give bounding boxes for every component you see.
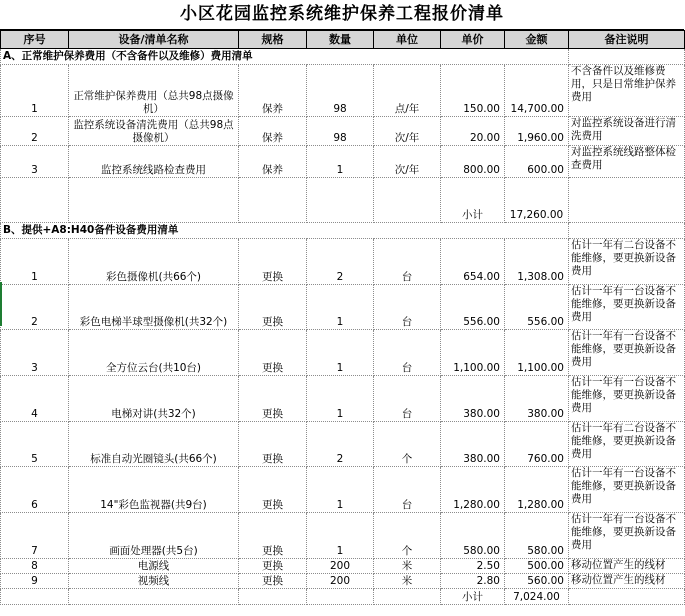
- table-row: [1, 330, 685, 376]
- cell-no[interactable]: 6: [1, 467, 69, 513]
- header-cell[interactable]: 序号: [1, 31, 69, 49]
- table-row: [1, 559, 685, 574]
- cell-spec[interactable]: 保养: [239, 117, 307, 146]
- subtotal-label[interactable]: 小计: [441, 589, 505, 605]
- header-cell[interactable]: 数量: [307, 31, 374, 49]
- header-cell[interactable]: 备注说明: [569, 31, 685, 49]
- cell-amount[interactable]: 1,308.00: [505, 239, 569, 285]
- cell-no[interactable]: 8: [1, 559, 69, 574]
- cell-qty[interactable]: 1: [307, 285, 374, 330]
- cell-unit[interactable]: 个: [374, 422, 441, 467]
- subtotal-row: [1, 178, 685, 223]
- cell-name[interactable]: 视频线: [69, 574, 239, 589]
- cell-name[interactable]: 监控系统设备清洗费用（总共98点摄像机）: [69, 117, 239, 146]
- cell-price[interactable]: 580.00: [441, 513, 505, 559]
- table-row: [1, 239, 685, 285]
- cell-unit[interactable]: 台: [374, 376, 441, 422]
- subtotal-value[interactable]: 17,260.00: [505, 178, 569, 223]
- cell-amount[interactable]: 560.00: [505, 574, 569, 589]
- cell-spec[interactable]: 更换: [239, 559, 307, 574]
- empty-cell[interactable]: [307, 178, 374, 223]
- cell-unit[interactable]: 台: [374, 467, 441, 513]
- cell-note[interactable]: 估计一年有二台设备不能维修，要更换新设备费用: [569, 239, 685, 285]
- cell-qty[interactable]: 200: [307, 559, 374, 574]
- empty-cell[interactable]: [374, 589, 441, 605]
- subtotal-row: [1, 589, 685, 605]
- table-row: [1, 574, 685, 589]
- header-cell[interactable]: 金额: [505, 31, 569, 49]
- cell-spec[interactable]: 更换: [239, 574, 307, 589]
- cell-spec[interactable]: 更换: [239, 422, 307, 467]
- cell-qty[interactable]: 1: [307, 376, 374, 422]
- cell-price[interactable]: 556.00: [441, 285, 505, 330]
- cell-note[interactable]: 移动位置产生的线材: [569, 559, 685, 574]
- table-row: [1, 513, 685, 559]
- table-row: [1, 422, 685, 467]
- cell-unit[interactable]: 台: [374, 239, 441, 285]
- empty-cell[interactable]: [569, 589, 685, 605]
- cell-unit[interactable]: 个: [374, 513, 441, 559]
- cell-spec[interactable]: 保养: [239, 65, 307, 117]
- cell-name[interactable]: 正常维护保养费用（总共98点摄像机）: [69, 65, 239, 117]
- cell-note[interactable]: 估计一年有一台设备不能维修，要更换新设备费用: [569, 513, 685, 559]
- cell-spec[interactable]: 更换: [239, 376, 307, 422]
- cell-no[interactable]: 9: [1, 574, 69, 589]
- cell-amount[interactable]: 1,960.00: [505, 117, 569, 146]
- header-cell[interactable]: 单价: [441, 31, 505, 49]
- cell-unit[interactable]: 台: [374, 285, 441, 330]
- table-row: [1, 376, 685, 422]
- selection-edge: [0, 282, 2, 326]
- cell-amount[interactable]: 580.00: [505, 513, 569, 559]
- section-b-title[interactable]: B、提供+A8:H40备件设备费用清单: [1, 223, 569, 239]
- table-row: [1, 467, 685, 513]
- cell-no[interactable]: 4: [1, 376, 69, 422]
- cell-no[interactable]: 5: [1, 422, 69, 467]
- cell-no[interactable]: 1: [1, 239, 69, 285]
- cell-spec[interactable]: 更换: [239, 239, 307, 285]
- cell-amount[interactable]: 500.00: [505, 559, 569, 574]
- cell-qty[interactable]: 98: [307, 65, 374, 117]
- header-cell[interactable]: 单位: [374, 31, 441, 49]
- table-row: [1, 285, 685, 330]
- cell-qty[interactable]: 2: [307, 422, 374, 467]
- cell-unit[interactable]: 台: [374, 330, 441, 376]
- cell-no[interactable]: 7: [1, 513, 69, 559]
- cell-no[interactable]: 2: [1, 285, 69, 330]
- cell-note[interactable]: 估计一年有一台设备不能维修，要更换新设备费用: [569, 467, 685, 513]
- cell-unit[interactable]: 点/年: [374, 65, 441, 117]
- header-cell[interactable]: 规格: [239, 31, 307, 49]
- cell-price[interactable]: 380.00: [441, 376, 505, 422]
- empty-cell[interactable]: [239, 178, 307, 223]
- empty-cell[interactable]: [239, 589, 307, 605]
- cell-qty[interactable]: 1: [307, 513, 374, 559]
- cell-qty[interactable]: 1: [307, 467, 374, 513]
- cell-price[interactable]: 380.00: [441, 422, 505, 467]
- cell-price[interactable]: 1,280.00: [441, 467, 505, 513]
- cell-spec[interactable]: 更换: [239, 285, 307, 330]
- table-row: [1, 146, 685, 178]
- cell-amount[interactable]: 380.00: [505, 376, 569, 422]
- cell-amount[interactable]: 14,700.00: [505, 65, 569, 117]
- cell-note[interactable]: 移动位置产生的线材: [569, 574, 685, 589]
- cell-unit[interactable]: 米: [374, 574, 441, 589]
- header-cell[interactable]: 设备/清单名称: [69, 31, 239, 49]
- section-a-title[interactable]: A、正常维护保养费用（不含备件以及维修）费用清单: [1, 49, 569, 65]
- empty-cell[interactable]: [1, 178, 69, 223]
- cell-note[interactable]: 估计一年有一台设备不能维修，要更换新设备费用: [569, 376, 685, 422]
- cell-amount[interactable]: 760.00: [505, 422, 569, 467]
- cell-spec[interactable]: 更换: [239, 513, 307, 559]
- cell-no[interactable]: 3: [1, 330, 69, 376]
- cell-price[interactable]: 20.00: [441, 117, 505, 146]
- cell-name[interactable]: 全方位云台(共10台): [69, 330, 239, 376]
- cell-no[interactable]: 2: [1, 117, 69, 146]
- cell-no[interactable]: 1: [1, 65, 69, 117]
- table-row: [1, 117, 685, 146]
- cell-note[interactable]: 估计一年有一台设备不能维修，要更换新设备费用: [569, 285, 685, 330]
- cell-note[interactable]: 对监控系统设备进行清洗费用: [569, 117, 685, 146]
- subtotal-value[interactable]: 7,024.00: [505, 589, 569, 605]
- section-a-row: [1, 49, 685, 65]
- cell-spec[interactable]: 保养: [239, 146, 307, 178]
- cell-qty[interactable]: 200: [307, 574, 374, 589]
- cell-price[interactable]: 150.00: [441, 65, 505, 117]
- cell-no[interactable]: 3: [1, 146, 69, 178]
- cell-note[interactable]: 不含备件以及维修费用，只是日常维护保养费用: [569, 65, 685, 117]
- cell-name[interactable]: 电梯对讲(共32个): [69, 376, 239, 422]
- empty-cell[interactable]: [569, 223, 685, 239]
- cell-qty[interactable]: 1: [307, 330, 374, 376]
- cell-price[interactable]: 800.00: [441, 146, 505, 178]
- cell-amount[interactable]: 600.00: [505, 146, 569, 178]
- empty-cell[interactable]: [569, 178, 685, 223]
- cell-qty[interactable]: 1: [307, 146, 374, 178]
- cell-name[interactable]: 监控系统线路检查费用: [69, 146, 239, 178]
- cell-amount[interactable]: 1,100.00: [505, 330, 569, 376]
- cell-qty[interactable]: 98: [307, 117, 374, 146]
- cell-amount[interactable]: 556.00: [505, 285, 569, 330]
- cell-name[interactable]: 14"彩色监视器(共9台): [69, 467, 239, 513]
- cell-name[interactable]: 彩色摄像机(共66个): [69, 239, 239, 285]
- empty-cell[interactable]: [69, 589, 239, 605]
- cell-price[interactable]: 2.50: [441, 559, 505, 574]
- cell-price[interactable]: 1,100.00: [441, 330, 505, 376]
- section-b-row: [1, 223, 685, 239]
- cell-unit[interactable]: 米: [374, 559, 441, 574]
- cell-spec[interactable]: 更换: [239, 467, 307, 513]
- cell-note[interactable]: 对监控系统线路整体检查费用: [569, 146, 685, 178]
- cell-note[interactable]: 估计一年有一台设备不能维修，要更换新设备费用: [569, 330, 685, 376]
- cell-qty[interactable]: 2: [307, 239, 374, 285]
- cell-name[interactable]: 画面处理器(共5台): [69, 513, 239, 559]
- cell-price[interactable]: 2.80: [441, 574, 505, 589]
- table-row: [1, 65, 685, 117]
- subtotal-label[interactable]: 小计: [441, 178, 505, 223]
- quote-table: [0, 30, 685, 605]
- cell-price[interactable]: 654.00: [441, 239, 505, 285]
- empty-cell[interactable]: [1, 589, 69, 605]
- cell-name[interactable]: 电源线: [69, 559, 239, 574]
- cell-note[interactable]: 估计一年有二台设备不能维修，要更换新设备费用: [569, 422, 685, 467]
- empty-cell[interactable]: [307, 589, 374, 605]
- empty-cell[interactable]: [69, 178, 239, 223]
- cell-name[interactable]: 彩色电梯半球型摄像机(共32个): [69, 285, 239, 330]
- cell-amount[interactable]: 1,280.00: [505, 467, 569, 513]
- cell-name[interactable]: 标准自动光圈镜头(共66个): [69, 422, 239, 467]
- sheet-title: 小区花园监控系统维护保养工程报价清单: [0, 0, 684, 30]
- cell-spec[interactable]: 更换: [239, 330, 307, 376]
- empty-cell[interactable]: [569, 49, 685, 65]
- empty-cell[interactable]: [374, 178, 441, 223]
- header-row: [1, 31, 685, 49]
- cell-unit[interactable]: 次/年: [374, 146, 441, 178]
- cell-unit[interactable]: 次/年: [374, 117, 441, 146]
